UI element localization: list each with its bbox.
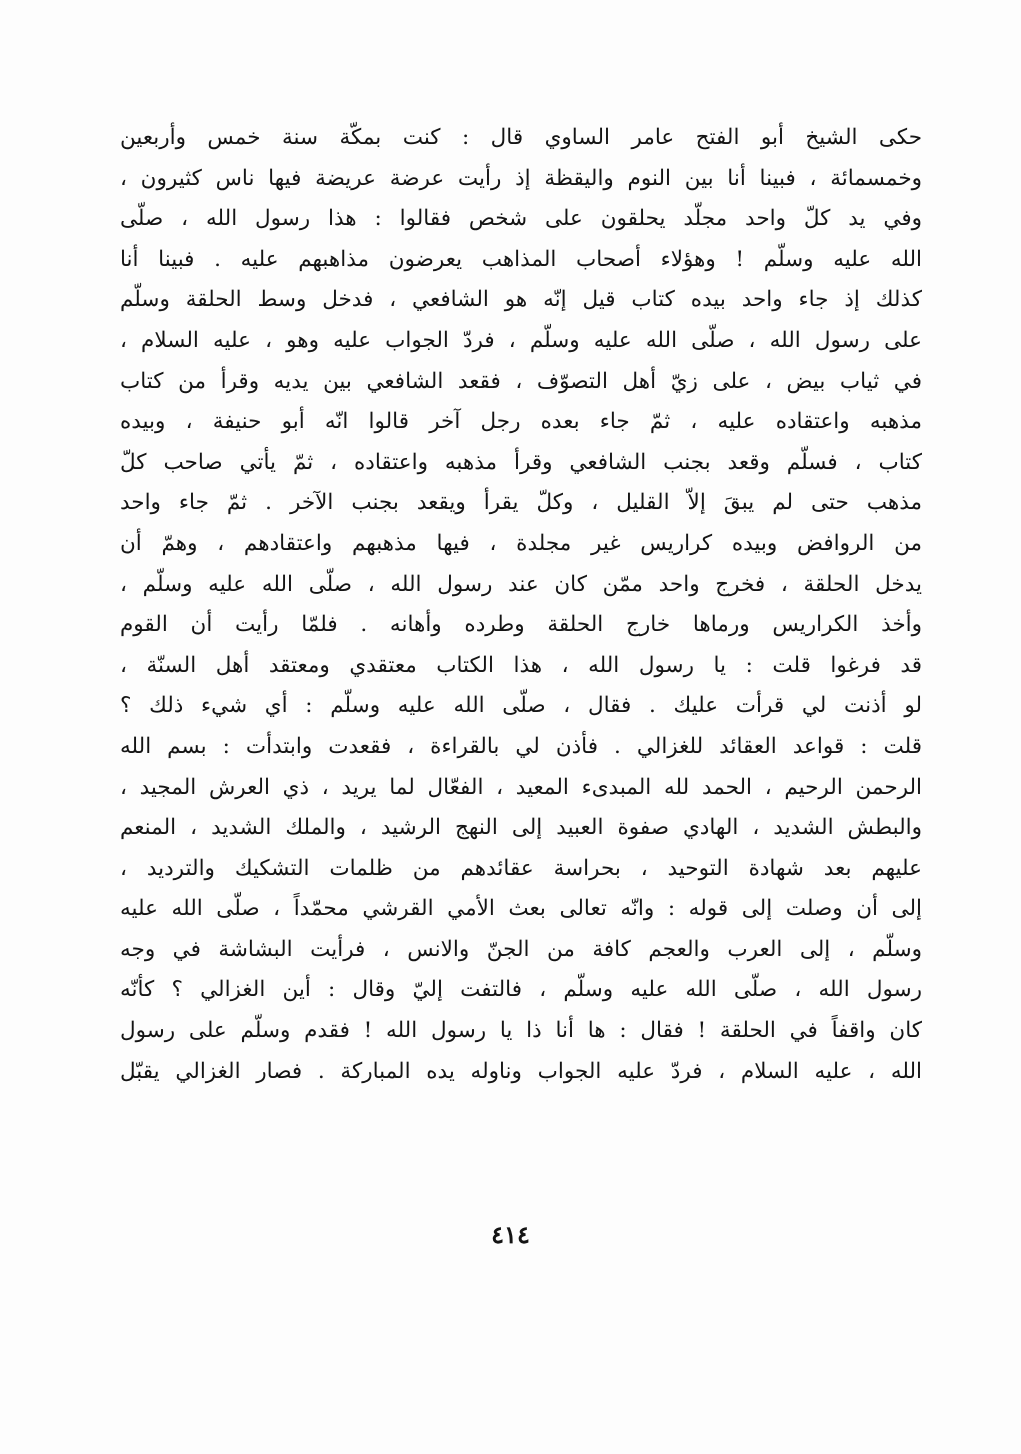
text-line: والبطش الشديد ، الهادي صفوة العبيد إلى النهج الرشيد ، والملك الشديد ، المنعم xyxy=(120,815,922,841)
text-line: عليهم بعد شهادة التوحيد ، بحراسة عقائدهم من ظلمات التشكيك والترديد ، xyxy=(120,855,922,881)
text-line: رسول الله ، صلّى الله عليه وسلّم ، فالتفت إليّ وقال : أين الغزالي ؟ كأنّه xyxy=(120,977,922,1003)
text-line: وسلّم ، إلى العرب والعجم كافة من الجنّ والانس ، فرأيت البشاشة في وجه xyxy=(120,936,922,962)
text-line: من الروافض وبيده كراريس غير مجلدة ، فيها مذهبهم واعتقادهم ، وهمّ أن xyxy=(120,530,922,556)
text-line: في ثياب بيض ، على زيّ أهل التصوّف ، فقعد الشافعي بين يديه وقرأ من كتاب xyxy=(120,368,922,394)
text-line: قد فرغوا قلت : يا رسول الله ، هذا الكتاب معتقدي ومعتقد أهل السنّة ، xyxy=(120,652,922,678)
text-line: لو أذنت لي قرأت عليك . فقال ، صلّى الله عليه وسلّم : أي شيء ذلك ؟ xyxy=(120,693,922,719)
text-line: حكى الشيخ أبو الفتح عامر الساوي قال : كنت بمكّة سنة خمس وأربعين xyxy=(120,125,922,150)
text-line: الله ، عليه السلام ، فردّ عليه الجواب وناوله يده المباركة . فصار الغزالي يقبّل xyxy=(120,1058,922,1084)
text-line: كتاب ، فسلّم وقعد بجنب الشافعي وقرأ مذهبه واعتقاده ، ثمّ يأتي صاحب كلّ xyxy=(120,449,922,475)
text-line: كذلك إذ جاء واحد بيده كتاب قيل إنّه هو الشافعي ، فدخل وسط الحلقة وسلّم xyxy=(120,287,922,313)
text-line: كان واقفاً في الحلقة ! فقال : ها أنا ذا يا رسول الله ! فقدم وسلّم على رسول xyxy=(120,1018,922,1044)
text-line: قلت : قواعد العقائد للغزالي . فأذن لي بالقراءة ، فقعدت وابتدأت : بسم الله xyxy=(120,733,922,759)
body-text xyxy=(120,118,922,1092)
text-line: على رسول الله ، صلّى الله عليه وسلّم ، فردّ الجواب عليه وهو ، عليه السلام ، xyxy=(120,327,922,353)
text-line: الرحمن الرحيم ، الحمد لله المبدىء المعيد ، الفعّال لما يريد ، ذي العرش المجيد ، xyxy=(120,774,922,800)
text-line: مذهب حتى لم يبقَ إلاّ القليل ، وكلّ يقرأ ويقعد بجنب الآخر . ثمّ جاء واحد xyxy=(120,490,922,516)
text-line: وفي يد كلّ واحد مجلّد يحلقون على شخص فقالوا : هذا رسول الله ، صلّى xyxy=(120,206,922,232)
text-line: يدخل الحلقة ، فخرج واحد ممّن كان عند رسول الله ، صلّى الله عليه وسلّم ، xyxy=(120,571,922,597)
text-line: مذهبه واعتقاده عليه ، ثمّ جاء بعده رجل آخر قالوا انّه أبو حنيفة ، وبيده xyxy=(120,409,922,435)
text-line: وأخذ الكراريس ورماها خارج الحلقة وطرده وأهانه . فلمّا رأيت أن القوم xyxy=(120,612,922,638)
page-number: ٤١٤ xyxy=(491,1220,530,1249)
text-line: الله عليه وسلّم ! وهؤلاء أصحاب المذاهب يعرضون مذاهبهم عليه . فبينا أنا xyxy=(120,246,922,272)
text-line: إلى أن وصلت إلى قوله : وانّه تعالى بعث الأمي القرشي محمّداً ، صلّى الله عليه xyxy=(120,896,923,922)
text-line: وخمسمائة ، فبينا أنا بين النوم واليقظة إذ رأيت عرضة عريضة فيها ناس كثيرون ، xyxy=(120,165,922,191)
